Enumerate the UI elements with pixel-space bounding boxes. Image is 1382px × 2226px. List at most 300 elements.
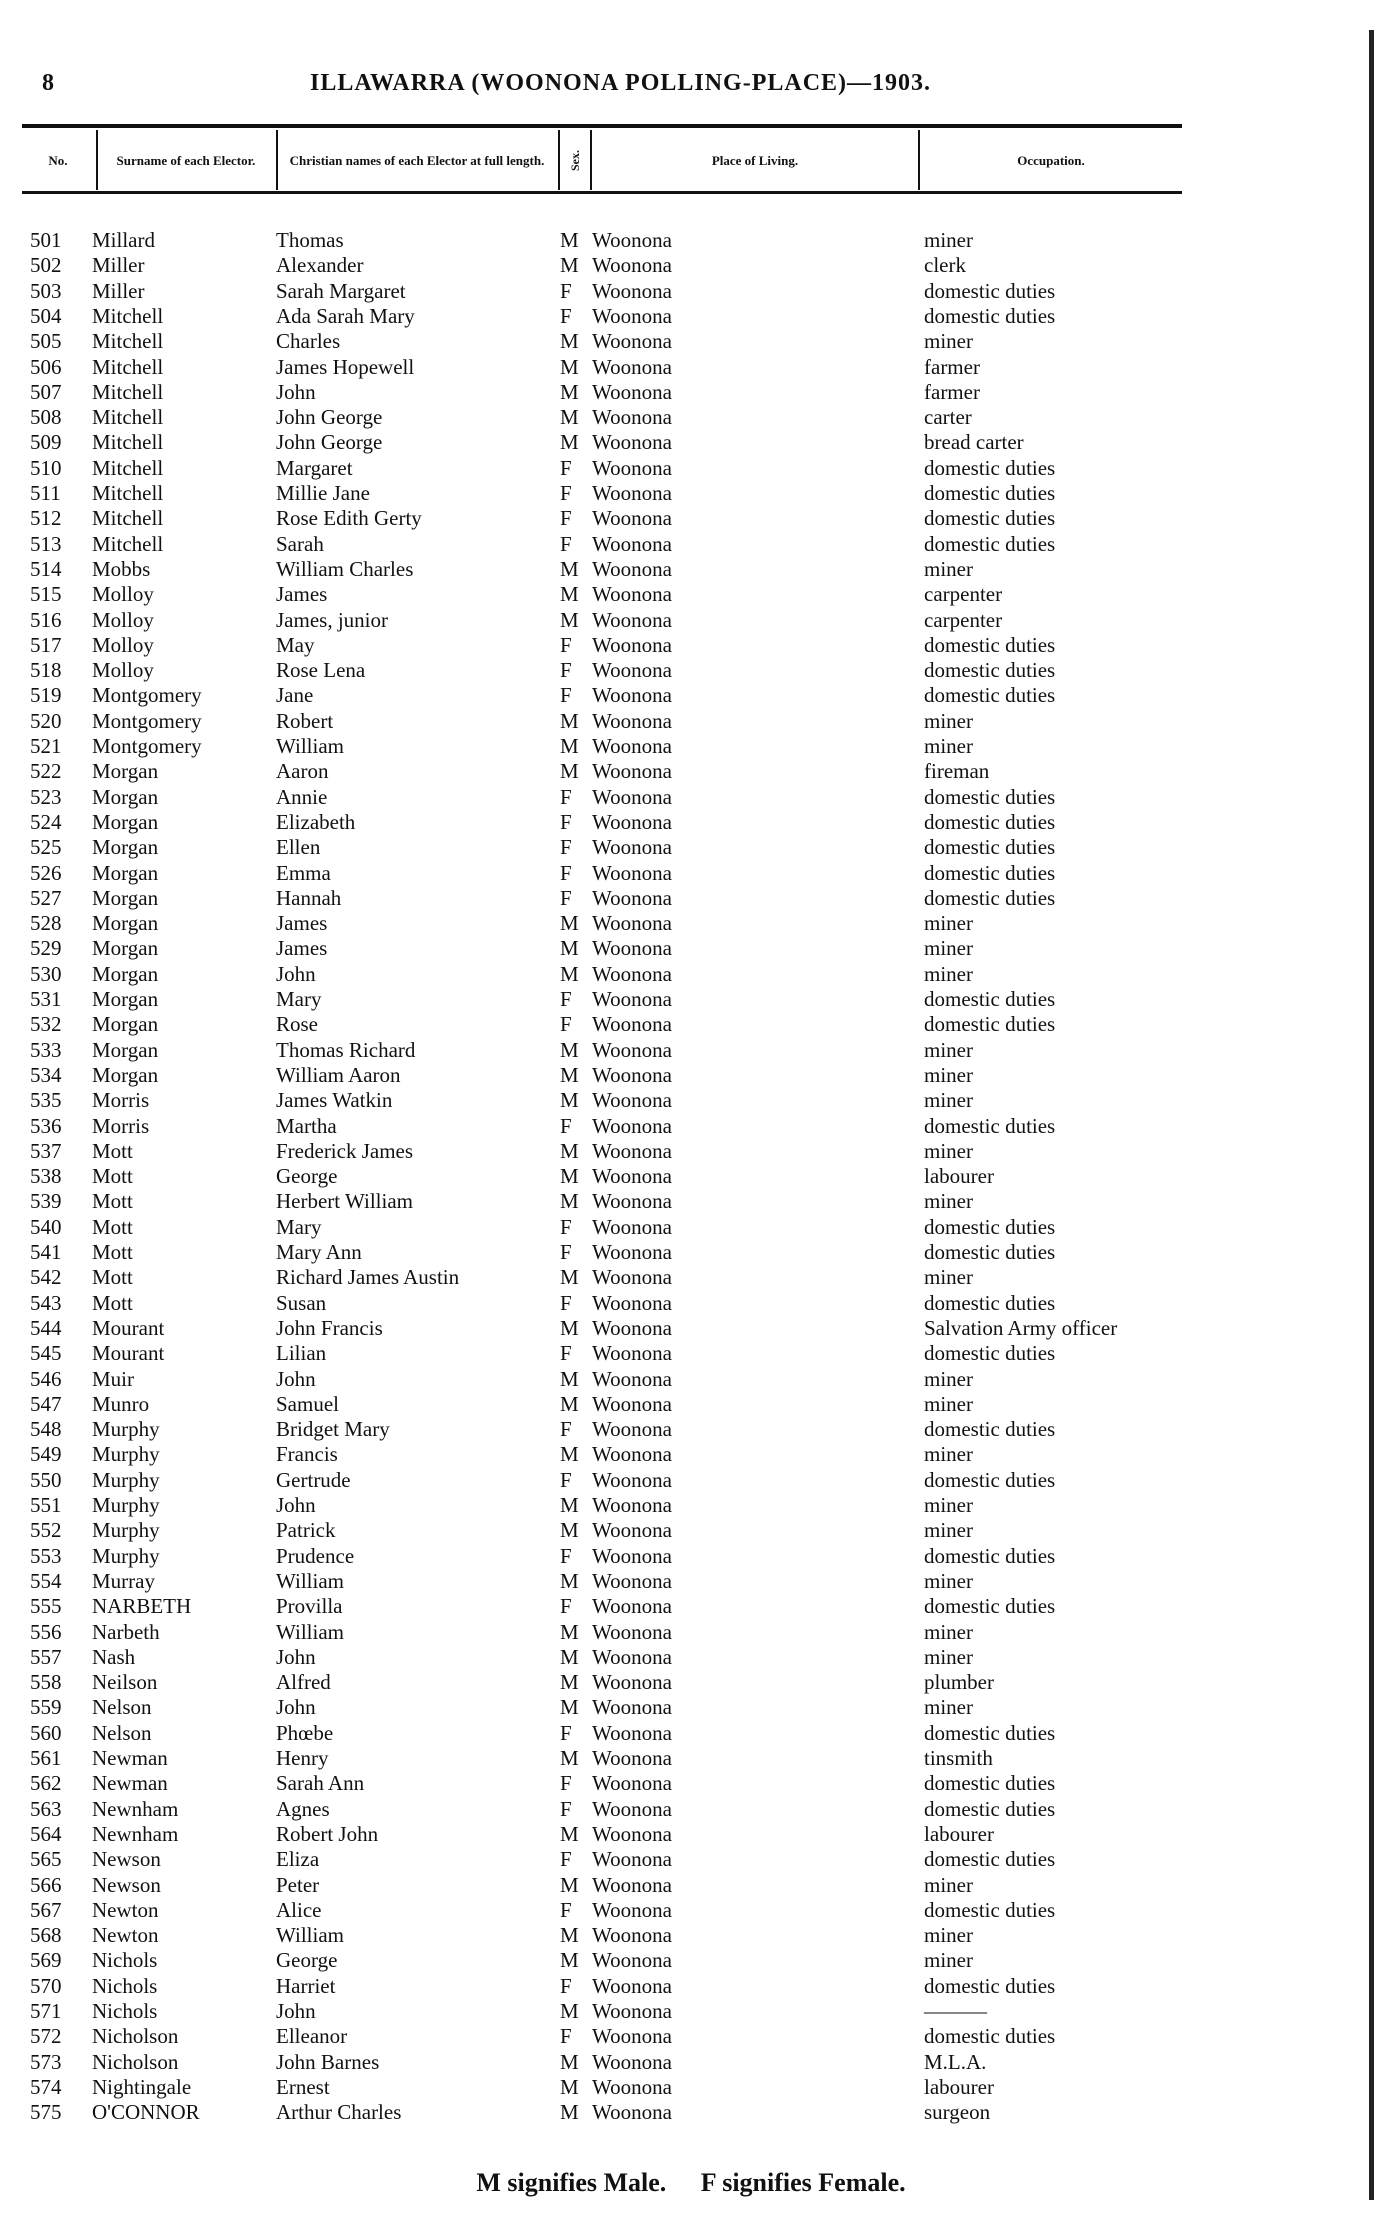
row-sex: F <box>560 1720 572 1745</box>
row-sex: M <box>560 329 579 354</box>
row-christian-names: Aaron <box>276 759 329 784</box>
row-place: Woonona <box>592 1543 672 1568</box>
row-christian-names: James Hopewell <box>276 354 415 379</box>
row-occupation: carpenter <box>924 582 1003 607</box>
row-place: Woonona <box>592 936 672 961</box>
row-number: 554 <box>30 1568 62 1593</box>
row-occupation: miner <box>924 1366 973 1391</box>
row-surname: Mitchell <box>92 506 164 531</box>
table-row <box>0 1746 1382 1771</box>
row-occupation: domestic duties <box>924 1113 1056 1138</box>
row-christian-names: May <box>276 632 315 657</box>
row-sex: M <box>560 1315 579 1340</box>
row-surname: Newton <box>92 1897 159 1922</box>
row-christian-names: Annie <box>276 784 328 809</box>
row-surname: Mitchell <box>92 379 164 404</box>
table-row <box>0 1164 1382 1189</box>
row-number: 546 <box>30 1366 62 1391</box>
table-row <box>0 1189 1382 1214</box>
row-surname: Murphy <box>92 1442 160 1467</box>
row-place: Woonona <box>592 1189 672 1214</box>
row-place: Woonona <box>592 911 672 936</box>
row-surname: Mitchell <box>92 329 164 354</box>
row-christian-names: Sarah Margaret <box>276 278 406 303</box>
row-surname: Mitchell <box>92 405 164 430</box>
row-occupation: plumber <box>924 1670 994 1695</box>
row-sex: M <box>560 734 579 758</box>
row-christian-names: John <box>276 379 316 404</box>
row-number: 559 <box>30 1695 62 1720</box>
row-christian-names: Ernest <box>276 2074 330 2099</box>
table-row <box>0 506 1382 531</box>
row-occupation: surgeon <box>924 2100 991 2125</box>
row-surname: Morgan <box>92 759 159 784</box>
page-title: ILLAWARRA (WOONONA POLLING-PLACE)—1903. <box>310 70 932 96</box>
table-row <box>0 658 1382 683</box>
row-number: 553 <box>30 1543 62 1568</box>
row-surname: Nichols <box>92 1973 158 1998</box>
row-occupation: domestic duties <box>924 303 1056 328</box>
row-place: Woonona <box>592 1315 672 1340</box>
row-christian-names: John <box>276 1493 316 1517</box>
row-surname: Murphy <box>92 1417 160 1442</box>
row-christian-names: Thomas <box>276 228 344 252</box>
table-row <box>0 481 1382 506</box>
row-surname: O'CONNOR <box>92 2100 200 2125</box>
row-number: 566 <box>30 1872 62 1897</box>
row-surname: Morgan <box>92 911 159 936</box>
row-number: 535 <box>30 1088 62 1113</box>
column-header-occupation: Occupation. <box>1017 152 1085 168</box>
row-christian-names: Bridget Mary <box>276 1417 390 1442</box>
row-place: Woonona <box>592 2100 672 2125</box>
table-row <box>0 2050 1382 2075</box>
row-surname: Muir <box>92 1366 134 1391</box>
row-occupation: domestic duties <box>924 1847 1056 1872</box>
row-occupation: miner <box>924 1644 973 1669</box>
row-place: Woonona <box>592 759 672 784</box>
row-place: Woonona <box>592 1568 672 1593</box>
row-occupation: miner <box>924 1923 973 1948</box>
column-header-sex-label: Sex. <box>567 149 582 171</box>
row-christian-names: James <box>276 582 328 607</box>
row-christian-names: Harriet <box>276 1973 336 1998</box>
row-surname: Neilson <box>92 1670 158 1695</box>
row-occupation: domestic duties <box>924 987 1056 1011</box>
row-christian-names: Alice <box>276 1897 322 1922</box>
table-row <box>0 1695 1382 1720</box>
column-header-place: Place of Living. <box>711 152 799 168</box>
row-number: 564 <box>30 1821 62 1846</box>
row-place: Woonona <box>592 658 672 683</box>
table-row <box>0 683 1382 708</box>
row-occupation: domestic duties <box>924 1796 1056 1821</box>
row-christian-names: Mary <box>276 1214 322 1239</box>
row-place: Woonona <box>592 2074 672 2099</box>
table-row <box>0 1923 1382 1948</box>
row-number: 534 <box>30 1062 62 1087</box>
row-sex: M <box>560 1138 579 1163</box>
row-christian-names: Alfred <box>276 1670 331 1695</box>
row-occupation: labourer <box>924 1821 994 1846</box>
row-number: 573 <box>30 2049 62 2074</box>
row-surname: Murphy <box>92 1543 160 1568</box>
row-number: 513 <box>30 531 62 556</box>
row-place: Woonona <box>592 455 672 480</box>
row-surname: Molloy <box>92 632 154 657</box>
table-row <box>0 1038 1382 1063</box>
legend-female: F signifies Female. <box>700 2168 906 2197</box>
row-sex: M <box>560 1391 579 1416</box>
row-sex: F <box>560 531 572 556</box>
row-sex: M <box>560 1037 579 1062</box>
page-edge-shadow <box>1369 30 1374 2200</box>
table-row <box>0 253 1382 278</box>
row-christian-names: James <box>276 911 328 936</box>
row-number: 518 <box>30 658 62 683</box>
row-occupation: domestic duties <box>924 784 1056 809</box>
row-surname: Mourant <box>92 1341 165 1366</box>
table-row <box>0 329 1382 354</box>
row-surname: Morgan <box>92 835 159 860</box>
row-surname: Newton <box>92 1923 159 1948</box>
row-surname: Mitchell <box>92 455 164 480</box>
row-occupation: miner <box>924 961 973 986</box>
table-row <box>0 1670 1382 1695</box>
row-place: Woonona <box>592 1391 672 1416</box>
row-christian-names: Provilla <box>276 1594 343 1619</box>
row-christian-names: George <box>276 1948 338 1973</box>
row-sex: M <box>560 1493 579 1517</box>
row-christian-names: Rose Edith Gerty <box>276 506 422 531</box>
table-row <box>0 1012 1382 1037</box>
row-christian-names: Lilian <box>276 1341 327 1366</box>
row-occupation: labourer <box>924 1164 994 1189</box>
row-place: Woonona <box>592 2024 672 2049</box>
table-row <box>0 557 1382 582</box>
table-row <box>0 1341 1382 1366</box>
row-occupation: domestic duties <box>924 1467 1056 1492</box>
row-occupation: domestic duties <box>924 1341 1056 1366</box>
row-christian-names: James, junior <box>276 607 388 632</box>
row-place: Woonona <box>592 1442 672 1467</box>
row-occupation: miner <box>924 1493 973 1517</box>
row-occupation: miner <box>924 734 973 758</box>
column-header-sex <box>560 130 590 190</box>
row-number: 528 <box>30 911 62 936</box>
row-place: Woonona <box>592 1999 672 2023</box>
row-number: 532 <box>30 1012 62 1037</box>
row-number: 502 <box>30 253 62 278</box>
table-row <box>0 1088 1382 1113</box>
row-sex: M <box>560 253 579 278</box>
row-surname: Mott <box>92 1265 133 1290</box>
row-surname: Newnham <box>92 1821 179 1846</box>
row-surname: Nicholson <box>92 2024 179 2049</box>
row-christian-names: Prudence <box>276 1543 355 1568</box>
row-place: Woonona <box>592 1240 672 1264</box>
table-row <box>0 1392 1382 1417</box>
row-surname: Nelson <box>92 1720 152 1745</box>
row-occupation: miner <box>924 1568 973 1593</box>
row-sex: M <box>560 911 579 936</box>
row-sex: M <box>560 1366 579 1391</box>
row-number: 501 <box>30 228 62 252</box>
row-christian-names: Francis <box>276 1442 338 1467</box>
row-christian-names: Mary <box>276 987 322 1011</box>
row-place: Woonona <box>592 1594 672 1619</box>
row-sex: F <box>560 1594 572 1619</box>
row-sex: F <box>560 1240 572 1264</box>
row-sex: F <box>560 860 572 885</box>
table-row <box>0 1063 1382 1088</box>
row-number: 555 <box>30 1594 62 1619</box>
row-sex: M <box>560 556 579 581</box>
row-number: 572 <box>30 2024 62 2049</box>
row-sex: M <box>560 582 579 607</box>
row-place: Woonona <box>592 1897 672 1922</box>
row-christian-names: Elizabeth <box>276 809 356 834</box>
row-number: 530 <box>30 961 62 986</box>
row-surname: Morris <box>92 1113 150 1138</box>
row-christian-names: James <box>276 936 328 961</box>
row-sex: F <box>560 455 572 480</box>
row-place: Woonona <box>592 303 672 328</box>
row-number: 540 <box>30 1214 62 1239</box>
row-surname: Nichols <box>92 1948 158 1973</box>
row-place: Woonona <box>592 405 672 430</box>
row-place: Woonona <box>592 1467 672 1492</box>
row-christian-names: Phœbe <box>276 1720 334 1745</box>
row-sex: M <box>560 607 579 632</box>
row-occupation: miner <box>924 1088 973 1113</box>
row-sex: M <box>560 1948 579 1973</box>
row-occupation: tinsmith <box>924 1746 993 1770</box>
row-sex: F <box>560 1973 572 1998</box>
table-row <box>0 2075 1382 2100</box>
row-surname: Nelson <box>92 1695 152 1720</box>
row-sex: M <box>560 1442 579 1467</box>
row-sex: F <box>560 809 572 834</box>
row-surname: Montgomery <box>92 708 202 733</box>
row-surname: Molloy <box>92 607 154 632</box>
row-place: Woonona <box>592 607 672 632</box>
row-christian-names: Millie Jane <box>276 481 370 505</box>
table-row <box>0 1974 1382 1999</box>
row-occupation: miner <box>924 228 973 252</box>
row-number: 541 <box>30 1240 62 1264</box>
row-occupation: domestic duties <box>924 1720 1056 1745</box>
row-occupation: miner <box>924 556 973 581</box>
row-occupation: miner <box>924 708 973 733</box>
row-place: Woonona <box>592 1012 672 1037</box>
row-christian-names: Jane <box>276 683 314 708</box>
row-christian-names: Martha <box>276 1113 337 1138</box>
table-row <box>0 608 1382 633</box>
row-occupation: miner <box>924 1695 973 1720</box>
row-christian-names: Gertrude <box>276 1467 351 1492</box>
row-place: Woonona <box>592 354 672 379</box>
row-surname: Mott <box>92 1290 133 1315</box>
row-number: 505 <box>30 329 62 354</box>
row-surname: Mitchell <box>92 303 164 328</box>
row-surname: Morgan <box>92 1062 159 1087</box>
row-number: 515 <box>30 582 62 607</box>
row-occupation: ——— <box>924 1999 987 2023</box>
row-occupation: miner <box>924 1518 973 1543</box>
table-row <box>0 304 1382 329</box>
row-sex: M <box>560 1746 579 1770</box>
row-sex: M <box>560 1619 579 1644</box>
row-number: 545 <box>30 1341 62 1366</box>
row-place: Woonona <box>592 1771 672 1796</box>
table-row <box>0 1367 1382 1392</box>
row-surname: Millard <box>92 228 155 252</box>
table-row <box>0 1468 1382 1493</box>
row-surname: Murray <box>92 1568 155 1593</box>
row-occupation: clerk <box>924 253 966 278</box>
row-number: 512 <box>30 506 62 531</box>
table-row <box>0 405 1382 430</box>
row-christian-names: Margaret <box>276 455 353 480</box>
row-place: Woonona <box>592 1164 672 1189</box>
row-place: Woonona <box>592 1290 672 1315</box>
table-row <box>0 1847 1382 1872</box>
row-surname: Nicholson <box>92 2049 179 2074</box>
table-row <box>0 1873 1382 1898</box>
row-occupation: domestic duties <box>924 506 1056 531</box>
row-occupation: bread carter <box>924 430 1024 455</box>
row-sex: M <box>560 1189 579 1214</box>
row-sex: F <box>560 1796 572 1821</box>
row-surname: Miller <box>92 278 145 303</box>
row-christian-names: Rose Lena <box>276 658 366 683</box>
row-surname: Newson <box>92 1847 161 1872</box>
row-surname: Narbeth <box>92 1619 160 1644</box>
row-number: 544 <box>30 1315 62 1340</box>
table-row <box>0 1291 1382 1316</box>
row-number: 504 <box>30 303 62 328</box>
row-number: 538 <box>30 1164 62 1189</box>
row-surname: Newman <box>92 1746 168 1770</box>
row-number: 575 <box>30 2100 62 2125</box>
row-occupation: domestic duties <box>924 683 1056 708</box>
table-row <box>0 1417 1382 1442</box>
row-christian-names: Herbert William <box>276 1189 413 1214</box>
row-place: Woonona <box>592 1366 672 1391</box>
row-occupation: domestic duties <box>924 835 1056 860</box>
row-christian-names: Samuel <box>276 1391 339 1416</box>
row-sex: F <box>560 1771 572 1796</box>
row-occupation: domestic duties <box>924 2024 1056 2049</box>
row-christian-names: James Watkin <box>276 1088 393 1113</box>
page-number: 8 <box>42 70 54 96</box>
row-place: Woonona <box>592 228 672 252</box>
row-surname: Morris <box>92 1088 150 1113</box>
row-number: 529 <box>30 936 62 961</box>
row-surname: NARBETH <box>92 1594 192 1619</box>
row-number: 562 <box>30 1771 62 1796</box>
row-christian-names: Thomas Richard <box>276 1037 416 1062</box>
row-surname: Newson <box>92 1872 161 1897</box>
row-number: 520 <box>30 708 62 733</box>
row-occupation: Salvation Army officer <box>924 1315 1118 1340</box>
row-occupation: domestic duties <box>924 809 1056 834</box>
row-christian-names: John George <box>276 430 383 455</box>
row-place: Woonona <box>592 2049 672 2074</box>
row-occupation: domestic duties <box>924 1240 1056 1264</box>
row-christian-names: William <box>276 1568 344 1593</box>
row-place: Woonona <box>592 885 672 910</box>
row-occupation: miner <box>924 911 973 936</box>
row-sex: M <box>560 405 579 430</box>
row-occupation: carpenter <box>924 607 1003 632</box>
row-occupation: miner <box>924 1619 973 1644</box>
row-christian-names: Ellen <box>276 835 321 860</box>
row-sex: M <box>560 936 579 961</box>
row-number: 517 <box>30 632 62 657</box>
row-sex: F <box>560 1467 572 1492</box>
table-row <box>0 1569 1382 1594</box>
row-sex: F <box>560 1417 572 1442</box>
table-row <box>0 1999 1382 2024</box>
row-sex: M <box>560 1062 579 1087</box>
row-occupation: domestic duties <box>924 885 1056 910</box>
row-number: 536 <box>30 1113 62 1138</box>
row-sex: M <box>560 1568 579 1593</box>
table-row <box>0 1114 1382 1139</box>
table-row <box>0 1822 1382 1847</box>
table-row <box>0 1215 1382 1240</box>
row-number: 503 <box>30 278 62 303</box>
row-occupation: miner <box>924 1037 973 1062</box>
row-sex: M <box>560 1518 579 1543</box>
row-number: 524 <box>30 809 62 834</box>
legend-footer <box>0 2168 1382 2198</box>
table-row <box>0 1240 1382 1265</box>
table-row <box>0 962 1382 987</box>
row-number: 569 <box>30 1948 62 1973</box>
row-sex: F <box>560 987 572 1011</box>
row-number: 531 <box>30 987 62 1011</box>
table-row <box>0 1620 1382 1645</box>
row-surname: Mobbs <box>92 556 151 581</box>
row-surname: Murphy <box>92 1518 160 1543</box>
table-row <box>0 532 1382 557</box>
row-surname: Morgan <box>92 809 159 834</box>
row-sex: F <box>560 1847 572 1872</box>
column-header-christian: Christian names of each Elector at full length. <box>289 152 545 168</box>
row-place: Woonona <box>592 1037 672 1062</box>
row-occupation: miner <box>924 1948 973 1973</box>
row-christian-names: Sarah Ann <box>276 1771 365 1796</box>
row-surname: Molloy <box>92 582 154 607</box>
row-sex: M <box>560 2074 579 2099</box>
row-number: 507 <box>30 379 62 404</box>
row-place: Woonona <box>592 1265 672 1290</box>
row-number: 525 <box>30 835 62 860</box>
row-number: 568 <box>30 1923 62 1948</box>
row-sex: M <box>560 379 579 404</box>
row-place: Woonona <box>592 835 672 860</box>
row-number: 549 <box>30 1442 62 1467</box>
row-christian-names: William <box>276 1923 344 1948</box>
table-row <box>0 835 1382 860</box>
row-surname: Mitchell <box>92 430 164 455</box>
table-row <box>0 759 1382 784</box>
row-surname: Newnham <box>92 1796 179 1821</box>
table-row <box>0 1544 1382 1569</box>
